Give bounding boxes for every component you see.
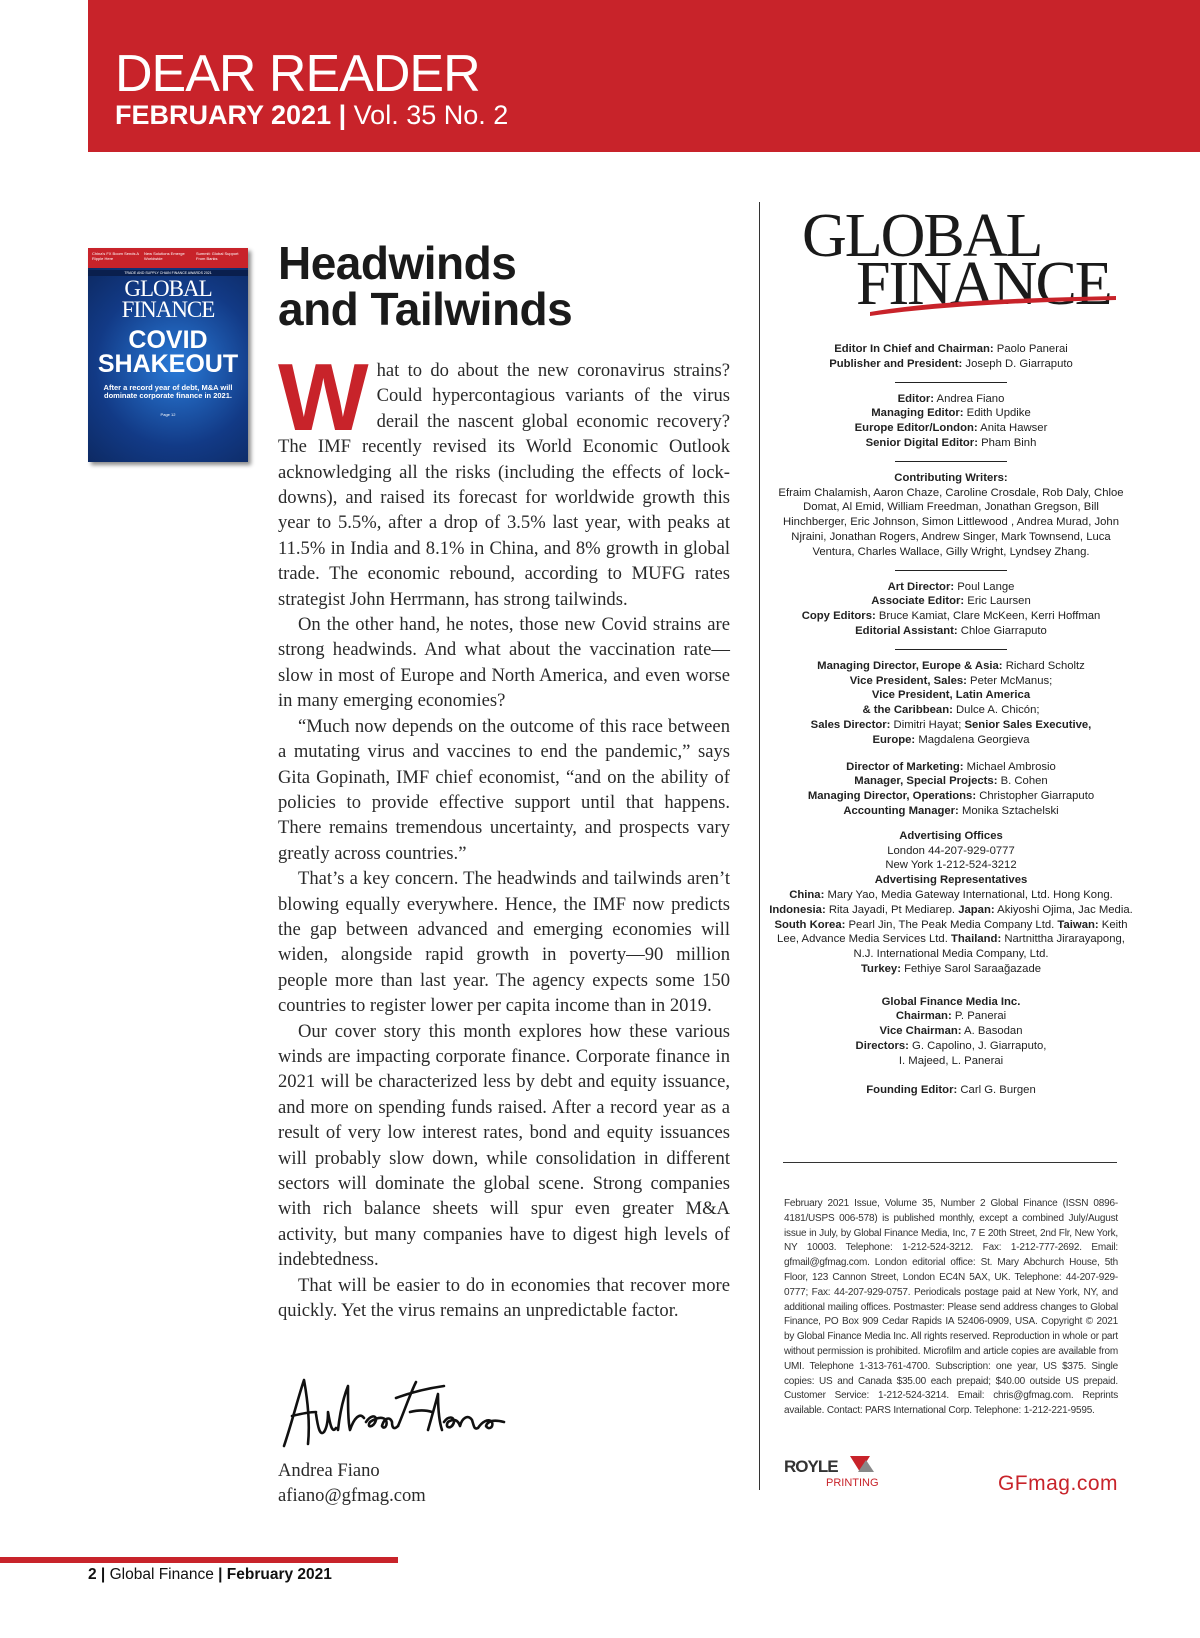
credit-label: Manager, Special Projects: [854, 775, 998, 788]
credit-label: Directors: [855, 1040, 909, 1053]
company-label: Global Finance Media Inc. [881, 995, 1021, 1008]
publication-fine-print: February 2021 Issue, Volume 35, Number 2 Global Finance (ISSN 0896-4181/USPS 006-578) is published monthly, except a combined July/August issue in July, by Global Finance Media, Inc, 7 E 20th Street, 2nd Flr, New York, NY 10003. Telephone: 1-212-524-3212. Fax: 1-212-777-2692. Email: gfmail@gfmag.com. London editorial office: St. Mary Abchurch House, 5th Floor, 123 Cannon Street, London EC4N 5AX, UK. Telephone: 44-207-929-0777; Fax: 44-207-929-0757. Periodicals postage paid at New York, NY, and additional mailing offices. Postmaster: Please send address changes to Global Finance, PO Box 909 Cedar Rapids IA 52406-0909, USA. Copyright © 2021 by Global Finance Media Inc. All rights reserved. Reproduction in whole or part without permission is prohibited. Microfilm and article copies are available from UMI. Telephone 1-313-761-4700. Subscription: one year, US $375. Single copies: US and Canada $35.00 each prepaid; $40.00 outside US prepaid. Customer Service: 1-212-524-3214. Email: chris@gfmag.com. Reprints available. Contact: PARS International Corp. Telephone: 1-212-221-9595. [784, 1198, 1118, 1417]
credit-label: Copy Editors: [801, 610, 876, 623]
credit-label: & the Caribbean: [862, 704, 953, 717]
credit-label: Turkey: [860, 962, 901, 975]
issue-separator: | [331, 100, 354, 130]
credit-value: Pearl Jin, The Peak Media Company Ltd. [845, 918, 1055, 931]
global-finance-logo [800, 200, 1118, 318]
cover-strip-item: China's FX Boom Sends A Ripple Here [92, 251, 139, 261]
credit-label: Editor: [897, 392, 935, 405]
credit-label: Chairman: [895, 1010, 952, 1023]
credit-value: Christopher Giarraputo [976, 790, 1095, 803]
credit-value: G. Capolino, J. Giarraputo, [908, 1040, 1047, 1053]
article-paragraph: That’s a key concern. The headwinds and tailwinds aren’t blowing equally everywhere. Hence, the IMF now predicts the gap between advanced and emerging economies will widen, alongside rapid growth in poverty—90 million people more than last year. The agency expects some 150 countries to register lower per capita income than in 2019. [278, 868, 730, 1017]
contributing-writers: Efraim Chalamish, Aaron Chaze, Caroline Crosdale, Rob Daly, Chloe Domat, Al Emid, William Freedman, Jonathan Gregson, Bill Hinchberger, Eric Johnson, Simon Littlewood , Andrea Murad, John Njraini, Jonathan Rogers, Andrew Singer, Mark Townsend, Luca Ventura, Charles Wallace, Gilly Wright, Lyndsey Zhang. [778, 486, 1124, 558]
issue-volume: Vol. 35 No. 2 [353, 100, 509, 130]
author-signoff [278, 1458, 426, 1508]
credit-value: A. Basodan [961, 1025, 1023, 1038]
credit-value: Chloe Giarraputo [957, 624, 1047, 637]
credit-label: Publisher and President: [829, 357, 963, 370]
article-paragraph [278, 344, 730, 612]
credit-label: Managing Director, Europe & Asia: [817, 659, 1003, 672]
section-title: DEAR READER [115, 45, 480, 103]
credit-label: Editorial Assistant: [855, 624, 958, 637]
credit-value: Joseph D. Giarraputo [962, 357, 1073, 370]
footer-date: February 2021 [226, 1566, 332, 1583]
credit-value: Monika Sztachelski [958, 804, 1059, 817]
author-name: Andrea Fiano [278, 1460, 380, 1481]
credit-label: Europe: [872, 733, 916, 746]
article-title-line2: and Tailwinds [278, 283, 573, 335]
credit-label: Associate Editor: [871, 595, 965, 608]
issue-line [115, 100, 508, 131]
credit-value: P. Panerai [951, 1010, 1007, 1023]
credit-label: Thailand: [947, 933, 1002, 946]
cover-strip-item: Summit: Global Support From Banks [196, 251, 239, 261]
issue-date: FEBRUARY 2021 [115, 100, 332, 130]
cover-masthead-line2: FINANCE [121, 297, 215, 322]
credit-label: Accounting Manager: [843, 804, 959, 817]
divider [895, 382, 1007, 383]
credit-value: Carl G. Burgen [957, 1083, 1036, 1096]
credit-value: Pham Binh [977, 436, 1037, 449]
article-paragraph: That will be easier to do in economies that recover more quickly. Yet the virus remains an unpredictable factor. [278, 1274, 730, 1322]
page-footer [88, 1566, 332, 1584]
credit-value: Richard Scholtz [1002, 659, 1085, 672]
credit-value: Rita Jayadi, Pt Mediarep. [825, 903, 956, 916]
credit-label: Vice President, Latin America [871, 689, 1031, 702]
cover-headline [88, 328, 248, 376]
cover-band: TRADE AND SUPPLY CHAIN FINANCE AWARDS 2021 [88, 270, 248, 276]
website-link[interactable]: GFmag.com [997, 1472, 1118, 1495]
logo-line1: GLOBAL [802, 202, 1042, 270]
credit-label: South Korea: [774, 918, 846, 931]
cover-headline-line1: COVID [128, 326, 208, 354]
credit-value: Paolo Panerai [993, 343, 1068, 355]
cover-top-strip [88, 248, 248, 268]
credit-value: Fethiye Sarol Saraağazade [900, 962, 1042, 975]
fine-print-divider [783, 1162, 1117, 1163]
credit-value: Nartnittha Jirarayapong, N.J. International Media Company, Ltd. [853, 933, 1125, 961]
cover-thumbnail [88, 248, 248, 462]
advertising-offices-label: Advertising Offices [899, 829, 1003, 842]
credit-value: Edith Updike [963, 407, 1031, 420]
credit-label: Managing Editor: [871, 407, 964, 420]
credit-value: Dimitri Hayat; [890, 718, 962, 731]
column-divider [759, 202, 760, 1490]
credit-value: Peter McManus; [966, 674, 1053, 687]
credit-label: Senior Sales Executive, [961, 718, 1092, 731]
credit-label: Vice President, Sales: [849, 674, 967, 687]
advertising-reps-label: Advertising Representatives [874, 874, 1028, 887]
credit-label: Europe Editor/London: [854, 422, 978, 435]
office-london: London 44-207-929-0777 [887, 844, 1015, 857]
footer-separator: | [96, 1566, 110, 1583]
cover-masthead-line1: GLOBAL [124, 276, 212, 301]
credit-label: Founding Editor: [866, 1083, 958, 1096]
article-body [278, 344, 730, 1323]
divider [895, 570, 1007, 571]
credit-value: B. Cohen [997, 775, 1048, 788]
credit-label: China: [789, 888, 825, 901]
credit-value: Dulce A. Chicón; [952, 704, 1040, 717]
royle-printing-logo [784, 1450, 884, 1490]
drop-cap: W [278, 344, 369, 451]
footer-publication: Global Finance [109, 1566, 214, 1583]
credit-value: Andrea Fiano [934, 392, 1005, 405]
credit-label: Director of Marketing: [846, 760, 964, 773]
signature-image [278, 1372, 508, 1452]
footer-separator: | [213, 1566, 227, 1583]
credit-label: Indonesia: [769, 903, 826, 916]
credit-label: Editor In Chief and Chairman: [834, 343, 994, 355]
cover-dek: After a record year of debt, M&A will dominate corporate finance in 2021. [103, 383, 233, 400]
footer-accent-bar [0, 1557, 398, 1563]
credit-value: Akiyoshi Ojima, Jac Media. [994, 903, 1133, 916]
credit-value: Eric Laursen [964, 595, 1031, 608]
divider [895, 461, 1007, 462]
printer-label: PRINTING [826, 1477, 879, 1489]
credit-label: Managing Director, Operations: [807, 790, 977, 803]
section-header [88, 0, 1200, 152]
page-number: 2 [88, 1566, 97, 1583]
credit-label: Japan: [955, 903, 995, 916]
credit-value: Anita Hawser [977, 422, 1048, 435]
credit-label: Art Director: [887, 580, 955, 593]
article-paragraph: On the other hand, he notes, those new Covid strains are strong headwinds. And what about the vaccination rate—slow in most of Europe and North America, and even worse in many emerging economies? [278, 614, 730, 712]
article-paragraph: “Much now depends on the outcome of this race between a mutating virus and vaccines to end the pandemic,” says Gita Gopinath, IMF chief economist, “and on the ability of policies to provide effective support until that happens. There remains tremendous uncertainty, and prospects vary greatly across countries.” [278, 715, 730, 864]
credit-value: Michael Ambrosio [963, 760, 1056, 773]
logo-line2: FINANCE [856, 250, 1111, 318]
author-email[interactable]: afiano@gfmag.com [278, 1485, 426, 1506]
credit-label: Contributing Writers: [894, 471, 1008, 484]
divider [895, 649, 1007, 650]
credit-label: Taiwan: [1054, 918, 1099, 931]
credit-value: I. Majeed, L. Panerai [898, 1054, 1004, 1067]
office-new-york: New York 1-212-524-3212 [885, 859, 1017, 872]
credit-label: Sales Director: [810, 718, 891, 731]
credit-value: Mary Yao, Media Gateway International, Ltd. Hong Kong. [824, 888, 1113, 901]
credit-value: Poul Lange [954, 580, 1015, 593]
printer-name: ROYLE [784, 1457, 838, 1476]
credit-value: Bruce Kamiat, Clare McKeen, Kerri Hoffman [875, 610, 1101, 623]
credit-value: Keith Lee, Advance Media Services Ltd. [777, 918, 1128, 946]
credit-label: Senior Digital Editor: [865, 436, 978, 449]
masthead-credits [768, 342, 1134, 1097]
credit-value: Magdalena Georgieva [915, 733, 1030, 746]
article-paragraph: Our cover story this month explores how these various winds are impacting corporate finance. Corporate finance in 2021 will be characterized less by debt and equity issuance, and more on spending funds raised. After a record year as a result of very low interest rates, bond and equity issuances will probably slow down, while consolidation in different sectors will dominate the global scene. Strong companies with rich balance sheets will spur even greater M&A activity, but many companies have to digest high levels of indebtedness. [278, 1020, 730, 1271]
article-title-line1: Headwinds [278, 237, 517, 289]
cover-masthead [92, 278, 244, 320]
cover-strip-item: New Solutions Emerge Worldwide [144, 251, 185, 261]
credit-label: Vice Chairman: [879, 1025, 962, 1038]
article-title [278, 237, 573, 335]
article-paragraph-text: hat to do about the new coronavirus strains? Could hypercontagious variants of the virus derail the nascent global economic recovery? The IMF recently revised its World Economic Outlook acknowledging all the risks (including the effects of lockdowns), and raised its forecast for worldwide growth this year to 5.5%, after a drop of 3.5% last year, with peaks at 11.5% in India and 8.1% in China, and 8% growth in global trade. The economic rebound, according to MUFG rates strategist John Herrmann, has strong tailwinds. [278, 360, 730, 610]
cover-headline-line2: SHAKEOUT [97, 350, 239, 378]
cover-page-ref: Page 12 [160, 412, 176, 417]
